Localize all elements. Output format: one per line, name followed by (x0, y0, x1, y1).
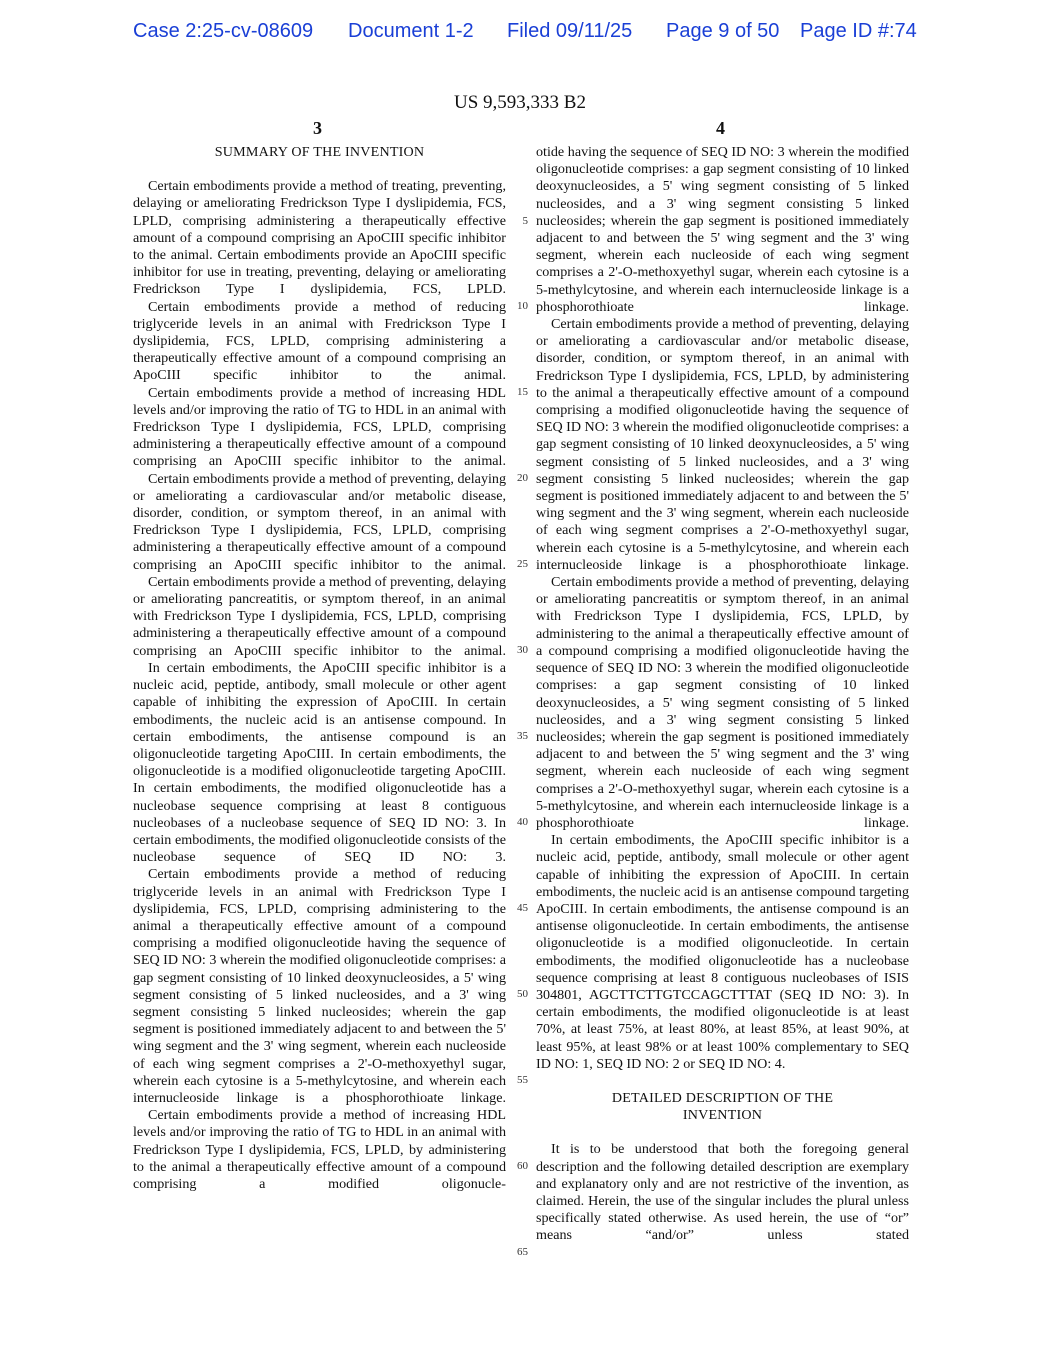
page-count: Page 9 of 50 (666, 20, 780, 42)
patent-number: US 9,593,333 B2 (454, 92, 586, 113)
line-number: 60 (517, 1160, 528, 1172)
line-number: 25 (517, 558, 528, 570)
paragraph: Certain embodiments provide a method of reducing triglyceride levels in an animal with Fredrickson Type I dyslipidemia, FCS, LPLD, comprising administering to the animal a therapeutically effective amount of a compound comprising a modified oligonucleotide having the sequence of SEQ ID NO: 3 wherein the modified oligonucleotide comprises: a gap segment consisting of 10 linked deoxynucleosides, a 5' wing segment consisting of 5 linked nucleosides, and a 3' wing segment consisting 5 linked nucleosides; wherein the gap segment is positioned immediately adjacent to and between the 5' wing segment and the 3' wing segment, wherein each nucleoside of each wing segment comprises a 2'-O-methoxyethyl sugar, wherein each cytosine is a 5-methylcytosine, and wherein each internucleoside linkage is a phosphorothioate linkage. (133, 866, 507, 1106)
summary-heading: SUMMARY OF THE INVENTION (214, 144, 425, 160)
paragraph: otide having the sequence of SEQ ID NO: 3 wherein the modified oligonucleotide comprises: a gap segment consisting of 10 linked deoxynucleosides, a 5' wing segment consisting of 5 linked nucleosides, and a 3' wing segment consisting 5 linked nucleosides; wherein the gap segment is positioned immediately adjacent to and between the 5' wing segment and the 3' wing segment, wherein each nucleoside of each wing segment comprises a 2'-O-methoxyethyl sugar, wherein each cytosine is a 5-methylcytosine, and wherein each internucleoside linkage is a phosphorothioate linkage. (536, 144, 909, 315)
line-number: 40 (517, 816, 528, 828)
line-number: 65 (517, 1246, 528, 1258)
line-number: 50 (517, 988, 528, 1000)
line-number: 5 (522, 215, 528, 227)
paragraph: In certain embodiments, the ApoCIII specific inhibitor is a nucleic acid, peptide, antibody, small molecule or other agent capable of inhibiting the expression of ApoCIII. In certain embodiments, the nucleic acid is an antisense compound targeting ApoCIII. In certain embodiments, the antisense compound is an antisense oligonucleotide. In certain embodiments, the antisense oligonucleotide is a modified oligonucleotide. In certain embodiments, the modified oligonucleotide has a nucleobase sequence comprising at least 8 contiguous nucleobases of ISIS 304801, AGCTTCTTGTCCAGCTTTAT (SEQ ID NO: 3). In certain embodiments, the modified oligonucleotide is at least 70%, at least 75%, at least 80%, at least 85%, at least 90%, at least 95%, at least 98% or at least 100% complementary to SEQ ID NO: 1, SEQ ID NO: 2 or SEQ ID NO: 4. (536, 832, 909, 1072)
line-number: 45 (517, 902, 528, 914)
paragraph: Certain embodiments provide a method of reducing triglyceride levels in an animal with Fredrickson Type I dyslipidemia, FCS, LPLD, comprising administering a therapeutically effective amount of a compound comprising an ApoCIII specific inhibitor to the animal. (133, 298, 506, 384)
paragraph: Certain embodiments provide a method of preventing, delaying or ameliorating a cardiovascular and/or metabolic disease, disorder, condition, or symptom thereof, in an animal with Fredrickson Type I dyslipidemia, FCS, LPLD, by administering to the animal a therapeutically effective amount of a compound comprising a modified oligonucleotide having the sequence of SEQ ID NO: 3 wherein the modified oligonucleotide comprises: a gap segment consisting of 10 linked deoxynucleosides, a 5' wing segment consisting of 5 linked nucleosides, and a 3' wing segment consisting 5 linked nucleosides; wherein the gap segment is positioned immediately adjacent to and between the 5' wing segment and the 3' wing segment, wherein each nucleoside of each wing segment comprises a 2'-O-methoxyethyl sugar, wherein each cytosine is a 5-methylcytosine, and wherein each internucleoside linkage is a phosphorothioate linkage. (536, 316, 910, 573)
heading-line: INVENTION (682, 1107, 763, 1124)
detailed-description-heading (536, 1090, 909, 1124)
line-number: 10 (517, 300, 528, 312)
paragraph: Certain embodiments provide a method of preventing, delaying or ameliorating pancreatitis or symptom thereof, in an animal with Fredrickson Type I dyslipidemia, FCS, LPLD, by administering to the animal a therapeutically effective amount of a compound comprising a modified oligonucleotide having the sequence of SEQ ID NO: 3 wherein the modified oligonucleotide comprises: a gap segment consisting of 10 linked deoxynucleosides, a 5' wing segment consisting of 5 linked nucleosides, and a 3' wing segment consisting 5 linked nucleosides; wherein the gap segment is positioned immediately adjacent to and between the 5' wing segment and the 3' wing segment, wherein each nucleoside of each wing segment comprises a 2'-O-methoxyethyl sugar, wherein each cytosine is a 5-methylcytosine, and wherein each internucleoside linkage is a phosphorothioate linkage. (536, 574, 909, 831)
column-number-right: 4 (716, 118, 725, 138)
paragraph: Certain embodiments provide a method of increasing HDL levels and/or improving the ratio of TG to HDL in an animal with Fredrickson Type I dyslipidemia, FCS, LPLD, comprising administering a therapeutically effective amount of a compound comprising an ApoCIII specific inhibitor to the animal. (133, 384, 506, 470)
line-number: 35 (517, 730, 528, 742)
document-number: Document 1-2 (348, 20, 474, 42)
line-number: 15 (517, 386, 528, 398)
right-column (536, 144, 909, 1245)
heading-line: DETAILED DESCRIPTION OF THE (611, 1089, 834, 1106)
case-number: Case 2:25-cv-08609 (133, 20, 314, 42)
page-id: Page ID #:74 (800, 20, 917, 42)
paragraph: In certain embodiments, the ApoCIII specific inhibitor is a nucleic acid, peptide, antibody, small molecule or other agent capable of inhibiting the expression of ApoCIII. In certain embodiments, the nucleic acid is an antisense compound. In certain embodiments, the antisense compound is an oligonucleotide targeting ApoCIII. In certain embodiments, the oligonucleotide is a modified oligonucleotide targeting ApoCIII. In certain embodiments, the modified oligonucleotide has a nucleobase sequence comprising at least 8 contiguous nucleobases of a nucleobase sequence of SEQ ID NO: 3. In certain embodiments, the modified oligonucleotide consists of the nucleobase sequence of SEQ ID NO: 3. (133, 659, 506, 866)
left-column (133, 144, 506, 1193)
paragraph: Certain embodiments provide a method of increasing HDL levels and/or improving the ratio of TG to HDL in an animal with Fredrickson Type I dyslipidemia, FCS, LPLD, by administering to the animal a therapeutically effective amount of a compound comprising a modified oligonucle- (133, 1107, 506, 1192)
line-number: 55 (517, 1074, 528, 1086)
paragraph: Certain embodiments provide a method of preventing, delaying or ameliorating pancreatitis, or symptom thereof, in an animal with Fredrickson Type I dyslipidemia, FCS, LPLD, comprising administering a therapeutically effective amount of a compound comprising an ApoCIII specific inhibitor to the animal. (133, 573, 506, 659)
paragraph: Certain embodiments provide a method of treating, preventing, delaying or ameliorating Fredrickson Type I dyslipidemia, FCS, LPLD, comprising administering a therapeutically effective amount of a compound comprising an ApoCIII specific inhibitor to the animal. Certain embodiments provide an ApoCIII specific inhibitor for use in treating, preventing, delaying or ameliorating Fredrickson Type I dyslipidemia, FCS, LPLD. (133, 178, 506, 298)
line-number: 20 (517, 472, 528, 484)
line-number: 30 (517, 644, 528, 656)
paragraph: It is to be understood that both the foregoing general description and the following detailed description are exemplary and explanatory only and are not restrictive of the invention, as claimed. Herein, the use of the singular includes the plural unless specifically stated otherwise. As used herein, the use of “or” means “and/or” unless stated (536, 1141, 909, 1244)
column-number-left: 3 (313, 118, 322, 138)
paragraph: Certain embodiments provide a method of preventing, delaying or ameliorating a cardiovascular and/or metabolic disease, disorder, condition, or symptom thereof, in an animal with Fredrickson Type I dyslipidemia, FCS, LPLD, comprising administering a therapeutically effective amount of a compound comprising an ApoCIII specific inhibitor to the animal. (133, 470, 506, 573)
filed-date: Filed 09/11/25 (507, 20, 633, 42)
